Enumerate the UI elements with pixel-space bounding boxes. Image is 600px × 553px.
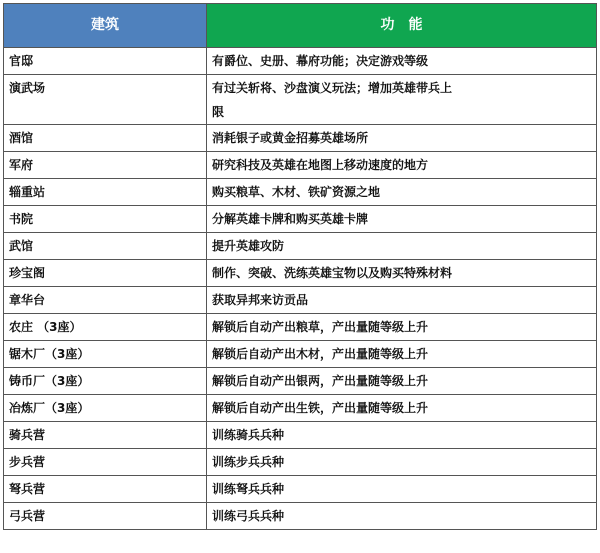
table-row <box>4 368 597 395</box>
buildings-table <box>3 3 597 530</box>
building-function: 制作、突破、洗练英雄宝物以及购买特殊材料 <box>207 260 597 287</box>
building-name: 酒馆 <box>4 125 207 152</box>
table-row <box>4 314 597 341</box>
building-function: 训练弓兵兵种 <box>207 503 597 530</box>
building-name: 锯木厂（3座） <box>4 341 207 368</box>
table-row <box>4 179 597 206</box>
building-function: 解锁后自动产出粮草，产出量随等级上升 <box>207 314 597 341</box>
building-function: 解锁后自动产出银两，产出量随等级上升 <box>207 368 597 395</box>
table-row <box>4 48 597 75</box>
table-row <box>4 476 597 503</box>
building-name: 军府 <box>4 152 207 179</box>
building-name: 辎重站 <box>4 179 207 206</box>
building-function: 研究科技及英雄在地图上移动速度的地方 <box>207 152 597 179</box>
building-function: 解锁后自动产出生铁，产出量随等级上升 <box>207 395 597 422</box>
table-row <box>4 503 597 530</box>
building-name: 冶炼厂（3座） <box>4 395 207 422</box>
building-function: 购买粮草、木材、铁矿资源之地 <box>207 179 597 206</box>
building-function-line2: 限 <box>212 105 225 119</box>
building-function: 消耗银子或黄金招募英雄场所 <box>207 125 597 152</box>
building-function <box>207 75 597 125</box>
building-name: 章华台 <box>4 287 207 314</box>
building-name: 书院 <box>4 206 207 233</box>
building-name: 武馆 <box>4 233 207 260</box>
table-row <box>4 75 597 125</box>
table-row <box>4 260 597 287</box>
table-row <box>4 152 597 179</box>
table-row <box>4 395 597 422</box>
table-row <box>4 449 597 476</box>
building-name: 珍宝阁 <box>4 260 207 287</box>
building-name: 演武场 <box>4 75 207 125</box>
building-function-line1: 有过关斩将、沙盘演义玩法；增加英雄带兵上 <box>212 81 453 95</box>
building-name: 弩兵营 <box>4 476 207 503</box>
header-building: 建筑 <box>4 4 207 48</box>
building-name: 农庄 （3座） <box>4 314 207 341</box>
header-function: 功 能 <box>207 4 597 48</box>
building-function: 训练步兵兵种 <box>207 449 597 476</box>
table-row <box>4 287 597 314</box>
table-row <box>4 233 597 260</box>
table-row <box>4 206 597 233</box>
building-function: 训练骑兵兵种 <box>207 422 597 449</box>
building-name: 骑兵营 <box>4 422 207 449</box>
building-function: 提升英雄攻防 <box>207 233 597 260</box>
building-name: 弓兵营 <box>4 503 207 530</box>
building-function: 分解英雄卡牌和购买英雄卡牌 <box>207 206 597 233</box>
table-row <box>4 341 597 368</box>
building-function: 解锁后自动产出木材，产出量随等级上升 <box>207 341 597 368</box>
table-row <box>4 125 597 152</box>
table-row <box>4 422 597 449</box>
building-function: 训练弩兵兵种 <box>207 476 597 503</box>
building-function: 有爵位、史册、幕府功能；决定游戏等级 <box>207 48 597 75</box>
building-name: 步兵营 <box>4 449 207 476</box>
building-name: 官邸 <box>4 48 207 75</box>
table-header-row <box>4 4 597 48</box>
buildings-table-container <box>3 3 596 530</box>
building-function: 获取异邦来访贡品 <box>207 287 597 314</box>
building-name: 铸币厂（3座） <box>4 368 207 395</box>
